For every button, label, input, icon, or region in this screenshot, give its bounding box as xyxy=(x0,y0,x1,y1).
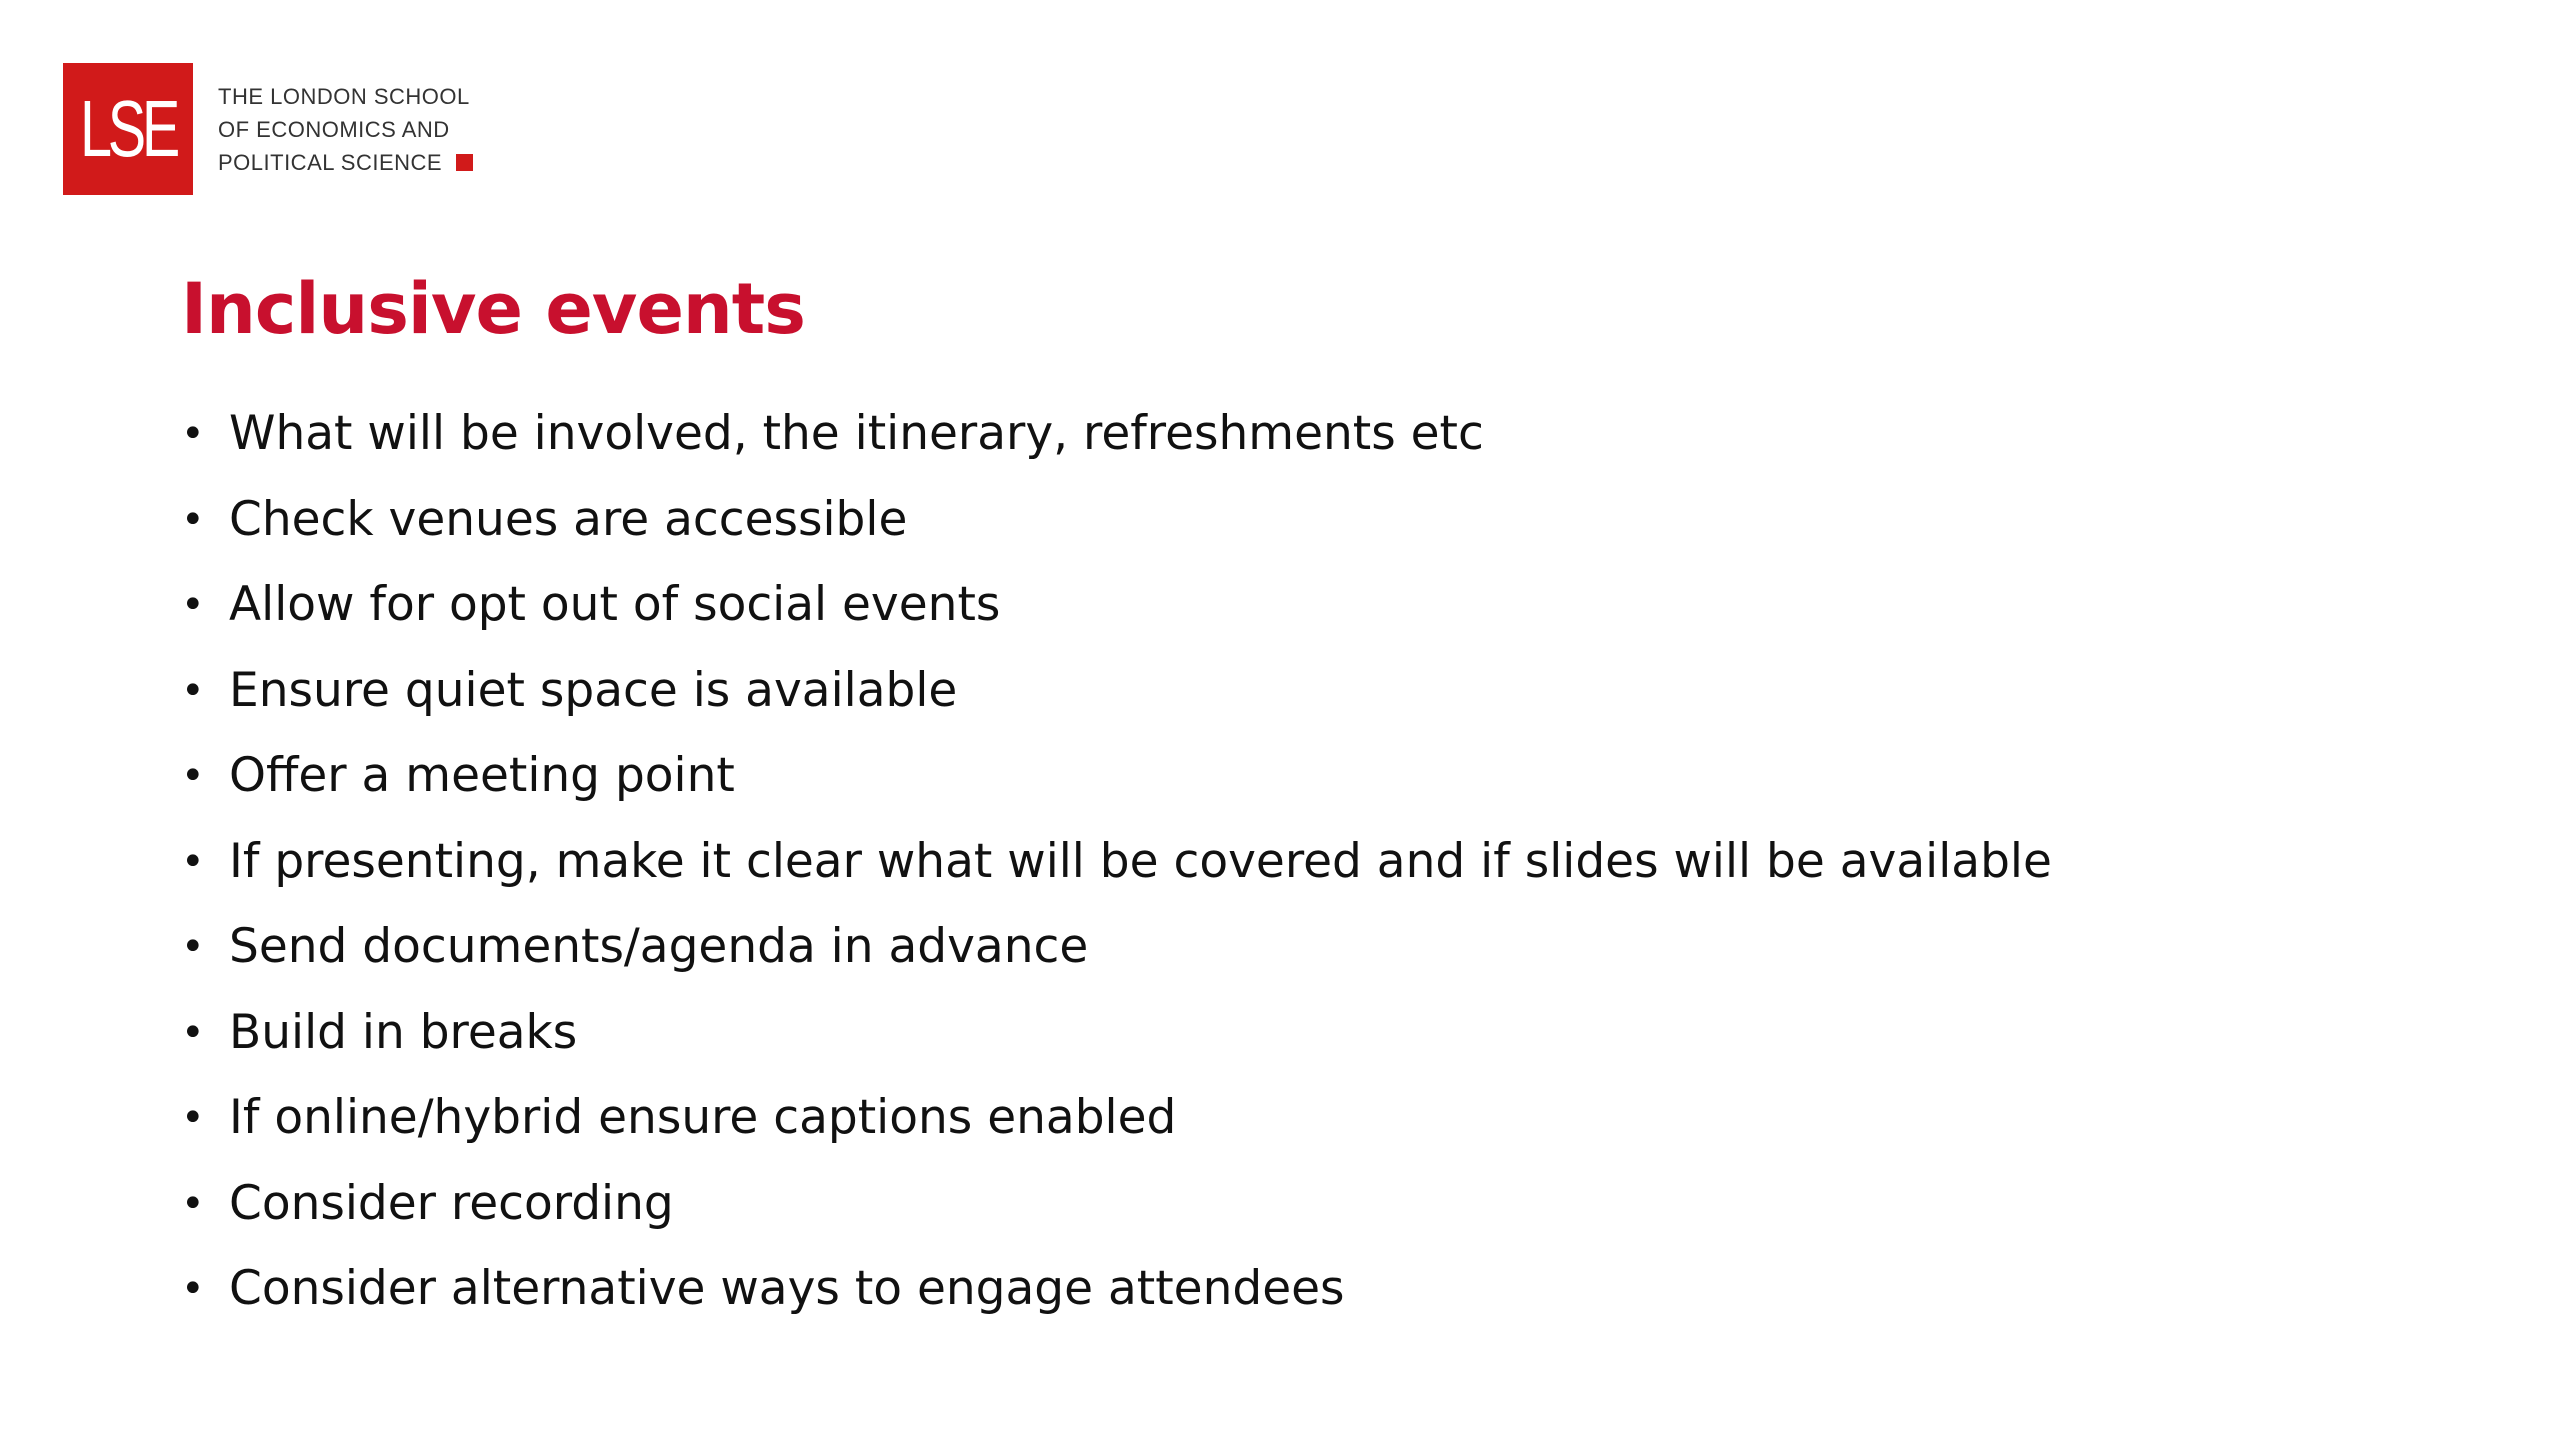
bullet-item xyxy=(181,484,2052,570)
slide-title: Inclusive events xyxy=(181,268,805,350)
bullet-icon: • xyxy=(181,838,205,885)
bullet-item xyxy=(181,997,2052,1083)
bullet-item xyxy=(181,655,2052,741)
bullet-icon: • xyxy=(181,1095,205,1141)
lse-logo xyxy=(63,63,473,195)
bullet-icon: • xyxy=(181,582,205,628)
logo-square-icon xyxy=(456,154,473,171)
bullet-text: If online/hybrid ensure captions enabled xyxy=(229,1090,1177,1145)
bullet-text: Consider alternative ways to engage attendees xyxy=(229,1261,1345,1316)
bullet-text: Check venues are accessible xyxy=(229,491,908,547)
bullet-text: Offer a meeting point xyxy=(229,748,735,803)
bullet-item xyxy=(181,826,2052,912)
lse-logo-wordmark xyxy=(218,80,473,179)
bullet-icon: • xyxy=(181,411,205,457)
bullet-icon: • xyxy=(181,496,205,543)
logo-line-3 xyxy=(218,146,473,179)
bullet-text: If presenting, make it clear what will be covered and if slides will be available xyxy=(229,833,2052,889)
bullet-icon: • xyxy=(181,753,205,799)
bullet-text: Ensure quiet space is available xyxy=(229,662,958,718)
bullet-icon: • xyxy=(181,1266,205,1312)
bullet-item xyxy=(181,911,2052,997)
lse-logo-mark-text: LSE xyxy=(81,63,175,195)
bullet-icon: • xyxy=(181,924,205,970)
bullet-text: Consider recording xyxy=(229,1175,674,1231)
bullet-list xyxy=(181,398,2052,1339)
bullet-item xyxy=(181,740,2052,826)
bullet-item xyxy=(181,1082,2052,1168)
logo-line-2: OF ECONOMICS AND xyxy=(218,116,450,142)
bullet-icon: • xyxy=(181,1009,205,1056)
bullet-item xyxy=(181,1168,2052,1254)
bullet-text: What will be involved, the itinerary, refreshments etc xyxy=(229,406,1484,461)
bullet-icon: • xyxy=(181,667,205,714)
logo-line-3-text: POLITICAL SCIENCE xyxy=(218,149,443,175)
bullet-text: Allow for opt out of social events xyxy=(229,577,1001,632)
bullet-text: Send documents/agenda in advance xyxy=(229,919,1089,974)
logo-line-1: THE LONDON SCHOOL xyxy=(218,83,470,109)
bullet-text: Build in breaks xyxy=(229,1004,578,1060)
bullet-icon: • xyxy=(181,1180,205,1227)
bullet-item xyxy=(181,1253,2052,1339)
lse-logo-mark xyxy=(63,63,193,195)
bullet-item xyxy=(181,398,2052,484)
bullet-item xyxy=(181,569,2052,655)
